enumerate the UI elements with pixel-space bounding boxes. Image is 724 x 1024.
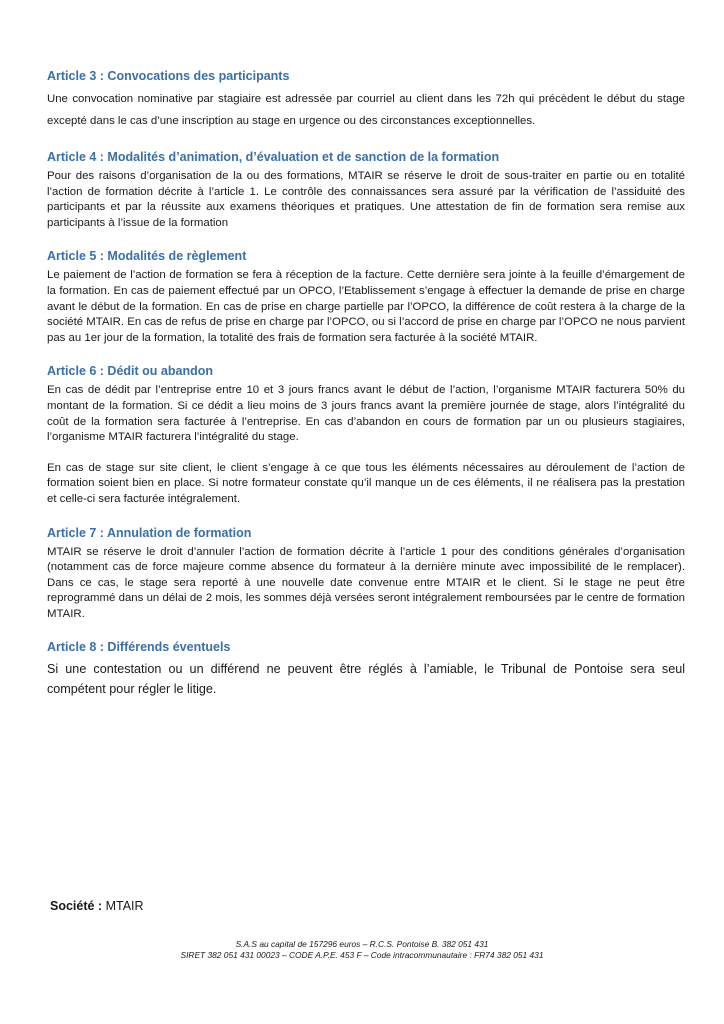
article-7-title: Article 7 : Annulation de formation xyxy=(47,525,252,540)
company-label: Société : xyxy=(50,899,103,913)
article-6 xyxy=(47,363,685,507)
document-body xyxy=(47,68,685,716)
article-3 xyxy=(47,68,685,132)
article-6-paragraph-1: En cas de dédit par l’entreprise entre 10 et 3 jours francs avant le début de l’action, l’organisme MTAIR facturera 50% du montant de la formation. Si ce dédit a lieu moins de 3 jours francs avant la première journée de stage, alors l’intégralité du coût de la formation sera facturée à l’entreprise. En cas d’abandon en cours de formation par un ou plusieurs stagiaires, l’organisme MTAIR facturera l’intégralité du stage. xyxy=(47,384,685,444)
article-4 xyxy=(47,149,685,231)
article-8 xyxy=(47,639,685,699)
article-8-title: Article 8 : Différends éventuels xyxy=(47,640,231,655)
article-4-title: Article 4 : Modalités d’animation, d’évaluation et de sanction de la formation xyxy=(47,150,500,164)
page-footer xyxy=(0,939,724,961)
article-5-title: Article 5 : Modalités de règlement xyxy=(47,249,247,264)
company-name: MTAIR xyxy=(105,899,144,913)
footer-line-siret: SIRET 382 051 431 00023 – CODE A.P.E. 453 F – Code intracommunautaire : FR74 382 051 431 xyxy=(180,950,544,960)
article-5-paragraph: Le paiement de l’action de formation se fera à réception de la facture. Cette dernière sera jointe à la feuille d’émargement de la formation. En cas de paiement effectué par un OPCO, l’Etablissement s’engage à effectuer la demande de prise en charge avant le début de la formation. En cas de prise en charge partielle par l’OPCO, la différence de coût restera à la charge de la société MTAIR. En cas de refus de prise en charge par l’OPCO, ou si l’accord de prise en charge par l’OPCO ne nous parvient pas au 1er jour de la formation, la totalité des frais de formation sera facturée à la société MTAIR. xyxy=(47,269,685,344)
article-6-title: Article 6 : Dédit ou abandon xyxy=(47,364,213,379)
article-3-paragraph: Une convocation nominative par stagiaire est adressée par courriel au client dans les 72h qui précèdent le début du stage excepté dans le cas d’une inscription au stage en urgence ou des circonstances exceptionnelles. xyxy=(47,93,685,127)
footer-line-capital: S.A.S au capital de 157296 euros – R.C.S. Pontoise B. 382 051 431 xyxy=(235,939,489,949)
company-signature xyxy=(50,899,144,913)
article-7 xyxy=(47,525,685,623)
article-6-paragraph-2: En cas de stage sur site client, le client s’engage à ce que tous les éléments nécessaires au déroulement de l’action de formation soient bien en place. Si notre formateur constate qu’il manque un de ces éléments, il ne réalisera pas la prestation et celle-ci sera facturée intégralement. xyxy=(47,461,685,505)
article-7-paragraph: MTAIR se réserve le droit d’annuler l’action de formation décrite à l’article 1 pour des conditions générales d’organisation (notamment cas de force majeure comme absence du formateur à la dernière minute avec impossibilité de le remplacer). Dans ce cas, le stage sera reporté à une nouvelle date convenue entre MTAIR et le client. Si le stage ne peut être reprogrammé dans un délai de 2 mois, les sommes déjà versées seront intégralement remboursées par le centre de formation MTAIR. xyxy=(47,545,685,620)
article-8-paragraph: Si une contestation ou un différend ne peuvent être réglés à l’amiable, le Tribunal de Pontoise sera seul compétent pour régler le litige. xyxy=(47,662,685,697)
article-3-title: Article 3 : Convocations des participants xyxy=(47,69,290,83)
article-4-paragraph: Pour des raisons d’organisation de la ou des formations, MTAIR se réserve le droit de sous-traiter en partie ou en totalité l’action de formation décrite à l’article 1. Le contrôle des connaissances sera assuré par la vérification de l’assiduité des participants et par la réussite aux examens théoriques et pratiques. Une attestation de fin de formation sera remise aux participants à l’issue de la formation xyxy=(47,170,685,229)
article-5 xyxy=(47,248,685,346)
